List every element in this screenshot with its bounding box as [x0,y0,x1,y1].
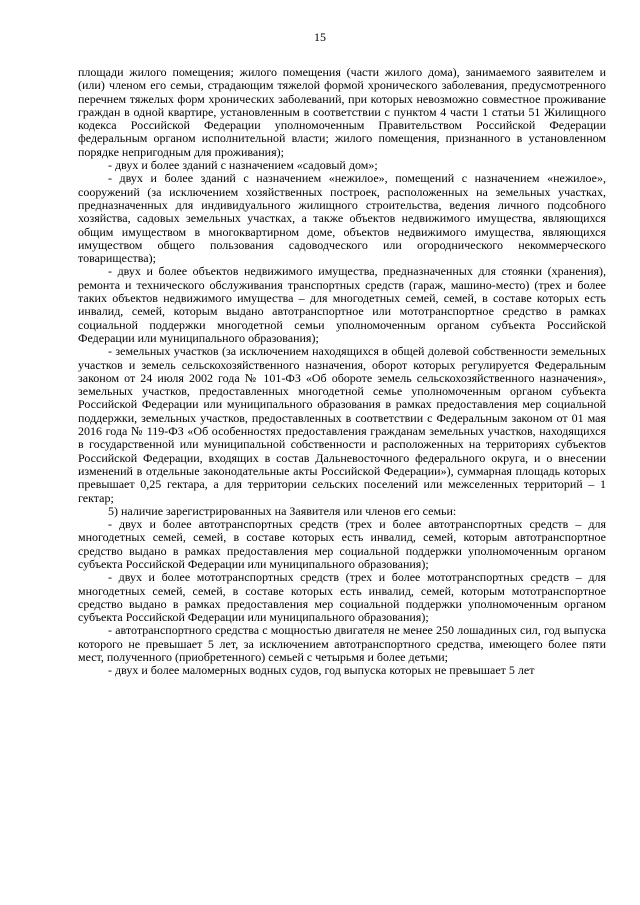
paragraph: 5) наличие зарегистрированных на Заявителя или членов его семьи: [108,503,457,518]
paragraph: - двух и более маломерных водных судов, год выпуска которых не превышает 5 лет [108,663,535,678]
paragraph: - двух и более мототранспортных средств (трех и более мототранспортных средств – для многодетных семей, семей, в составе которых есть инвалид, семей, которым мототранспортное средство выдано в рамках предоставления мер социальной поддержки уполномоченным органом субъекта Российской Федерации или муниципального образования); [78,570,606,625]
paragraph: - автотранспортного средства с мощностью двигателя не менее 250 лошадиных сил, год выпуска которого не превышает 5 лет, за исключением автотранспортного средства, имеющего более пяти мест, полученного (приобретенного) семьей с четырьмя и более детьми; [78,623,606,665]
paragraph: - земельных участков (за исключением находящихся в общей долевой собственности земельных участков и земель сельскохозяйственного назначения, оборот которых регулируется Федеральным законом от 24 июля 2002 года № 101-ФЗ «Об обороте земель сельскохозяйственного назначения», земельных участков, предоставленных многодетной семье уполномоченным органом субъекта Российской Федерации или муниципального образования в рамках предоставления мер социальной поддержки, земельных участков, предоставленных в соответствии с Федеральным законом от 01 мая 2016 года № 119-ФЗ «Об особенностях предоставления гражданам земельных участков, находящихся в государственной или муниципальной собственности и расположенных на территориях субъектов Российской Федерации, входящих в состав Дальневосточного федерального округа, и о внесении изменений в отдельные законодательные акты Российской Федерации»), суммарная площадь которых превышает 0,25 гектара, а для территории сельских поселений или межселенных территорий – 1 гектар; [78,344,606,505]
paragraph: - двух и более зданий с назначением «садовый дом»; [108,158,378,173]
paragraph: - двух и более автотранспортных средств (трех и более автотранспортных средств – для многодетных семей, семей, в составе которых есть инвалид, семей, которым автотранспортное средство выдано в рамках предоставления мер социальной поддержки уполномоченным органом субъекта Российской Федерации или муниципального образования); [78,517,606,571]
document-body [78,66,606,678]
paragraph: - двух и более зданий с назначением «нежилое», помещений с назначением «нежилое», сооружений (за исключением хозяйственных построек, расположенных на земельных участках, предназначенных для индивидуального жилищного строительства, ведения личного подсобного хозяйства, садовых земельных участках, а также объектов недвижимого имущества, являющихся общим имуществом в многоквартирном доме, объектов недвижимого имущества, являющихся имуществом общего пользования садоводческого или огороднического некоммерческого товарищества); [78,171,606,266]
paragraph: - двух и более объектов недвижимого имущества, предназначенных для стоянки (хранения), ремонта и технического обслуживания транспортных средств (гараж, машино-место) (трех и более таких объектов недвижимого имущества – для многодетных семей, семей, в составе которых есть инвалид, семей, которым выдано автотранспортное или мототранспортное средство в рамках социальной поддержки многодетной семьи уполномоченным органом субъекта Российской Федерации или муниципального образования); [78,264,606,345]
paragraph: площади жилого помещения; жилого помещения (части жилого дома), занимаемого заявителем и (или) членом его семьи, страдающим тяжелой формой хронического заболевания, предусмотренного перечнем тяжелых форм хронических заболеваний, при которых невозможно совместное проживание граждан в одной квартире, установленным в соответствии с пунктом 4 части 1 статьи 51 Жилищного кодекса Российской Федерации уполномоченным Правительством Российской Федерации федеральным органом исполнительной власти; жилого помещения, признанного в установленном порядке непригодным для проживания); [78,65,606,159]
page-number: 15 [314,30,326,44]
